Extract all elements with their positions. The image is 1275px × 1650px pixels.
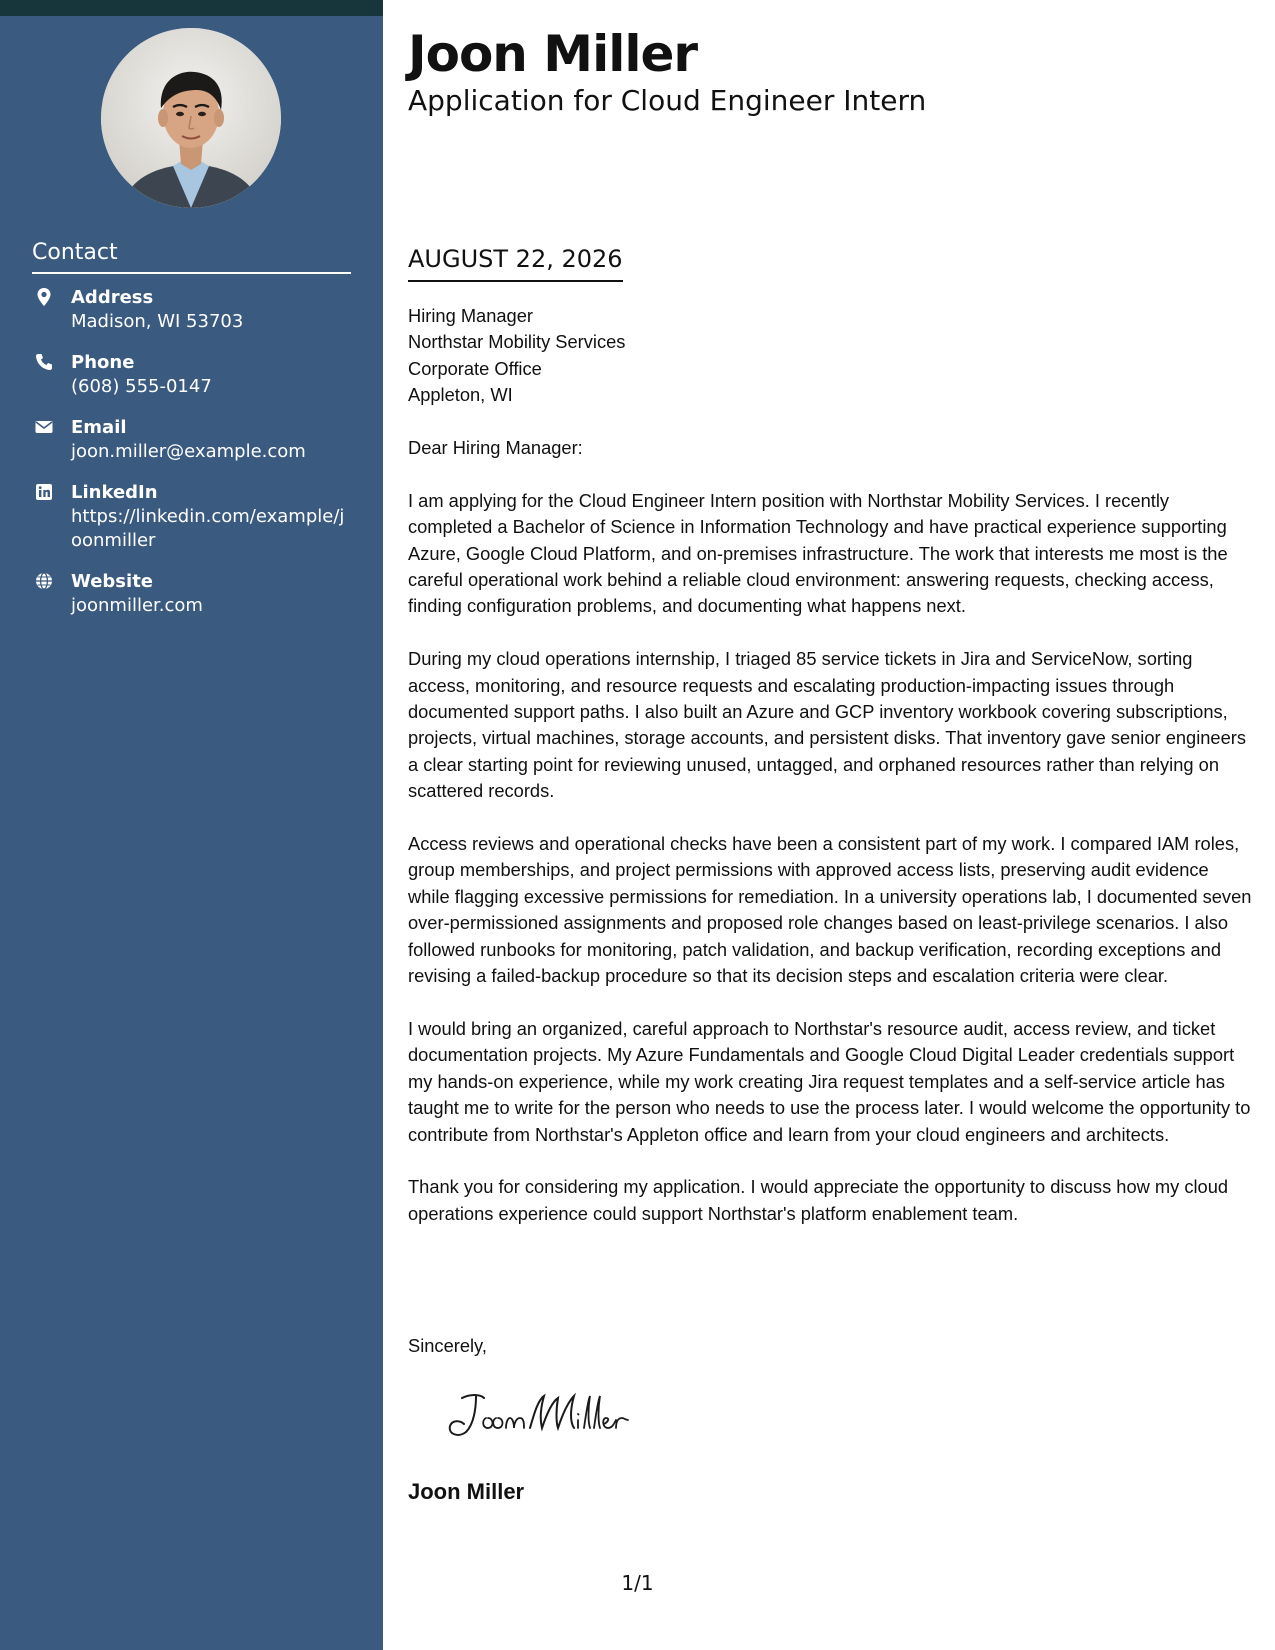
email-value[interactable]: joon.miller@example.com (71, 441, 306, 462)
body-paragraph: I am applying for the Cloud Engineer Intern position with Northstar Mobility Services. I recently completed a Bachelor of Science in Information Technology and have practical experience supporting Azure, Google Cloud Platform, and on-premises infrastructure. The work that interests me most is the careful operational work behind a reliable cloud environment: answering requests, checking access, finding configuration problems, and documenting what happens next. (408, 489, 1228, 617)
phone-label: Phone (71, 352, 135, 373)
contact-address (32, 286, 352, 334)
website-value[interactable]: joonmiller.com (71, 595, 203, 616)
page-number: 1/1 (621, 1571, 654, 1595)
body-paragraph: Thank you for considering my application. I would appreciate the opportunity to discuss how my cloud operations experience could support Northstar's platform enablement team. (408, 1176, 1229, 1224)
sidebar (0, 0, 383, 1650)
envelope-icon (34, 417, 54, 437)
salutation: Dear Hiring Manager: (408, 437, 583, 459)
recipient-line: Corporate Office (408, 357, 542, 379)
linkedin-icon (34, 482, 54, 502)
profile-photo (101, 28, 281, 208)
email-label: Email (71, 417, 127, 438)
closing: Sincerely, (408, 1335, 487, 1356)
phone-value: (608) 555-0147 (71, 376, 212, 397)
contact-linkedin (32, 481, 352, 553)
phone-icon (34, 352, 54, 372)
applicant-name: Joon Miller (408, 25, 698, 83)
website-label: Website (71, 571, 154, 592)
handwritten-signature (440, 1384, 640, 1444)
contact-website (32, 570, 352, 618)
map-pin-icon (34, 287, 54, 307)
body-paragraph: Access reviews and operational checks have been a consistent part of my work. I compared IAM roles, group memberships, and project permissions with approved access lists, preserving audit evidence while flagging excessive permissions for remediation. In a university operations lab, I documented seven over-permissioned assignments and proposed role changes based on least-privilege scenarios. I also followed runbooks for monitoring, patch validation, and backup verification, recording exceptions and revising a failed-backup procedure so that its decision steps and escalation criteria were clear. (408, 833, 1252, 987)
letter-date: AUGUST 22, 2026 (408, 244, 623, 282)
body-paragraph: I would bring an organized, careful approach to Northstar's resource audit, access review, and ticket documentation projects. My Azure Fundamentals and Google Cloud Digital Leader credentials support my hands-on experience, while my work creating Jira request templates and a self-service article has taught me to write for the person who needs to use the process later. I would welcome the opportunity to contribute from Northstar's Appleton office and learn from your cloud engineers and architects. (408, 1017, 1251, 1145)
body-paragraph: During my cloud operations internship, I triaged 85 service tickets in Jira and ServiceNow, sorting access, monitoring, and resource requests and escalating production-impacting issues through documented support paths. I also built an Azure and GCP inventory workbook covering subscriptions, projects, virtual machines, storage accounts, and persistent disks. That inventory gave senior engineers a clear starting point for reviewing unused, untagged, and orphaned resources rather than relying on scattered records. (408, 648, 1246, 802)
recipient-line: Northstar Mobility Services (408, 331, 626, 353)
signed-name: Joon Miller (408, 1479, 525, 1504)
globe-icon (34, 571, 54, 591)
letter-body (408, 303, 1253, 1254)
address-label: Address (71, 287, 154, 308)
address-value: Madison, WI 53703 (71, 311, 244, 332)
recipient-block (408, 303, 1253, 409)
contact-heading: Contact (32, 240, 351, 274)
recipient-line: Hiring Manager (408, 305, 533, 326)
linkedin-label: LinkedIn (71, 482, 158, 503)
sidebar-top-bar (0, 0, 383, 16)
recipient-line: Appleton, WI (408, 384, 513, 406)
linkedin-value[interactable]: https://linkedin.com/example/joonmiller (71, 506, 345, 551)
application-title: Application for Cloud Engineer Intern (408, 84, 927, 117)
contact-email (32, 416, 352, 464)
profile-photo-illustration (101, 28, 281, 208)
contact-phone (32, 351, 352, 399)
contact-list (32, 286, 352, 635)
